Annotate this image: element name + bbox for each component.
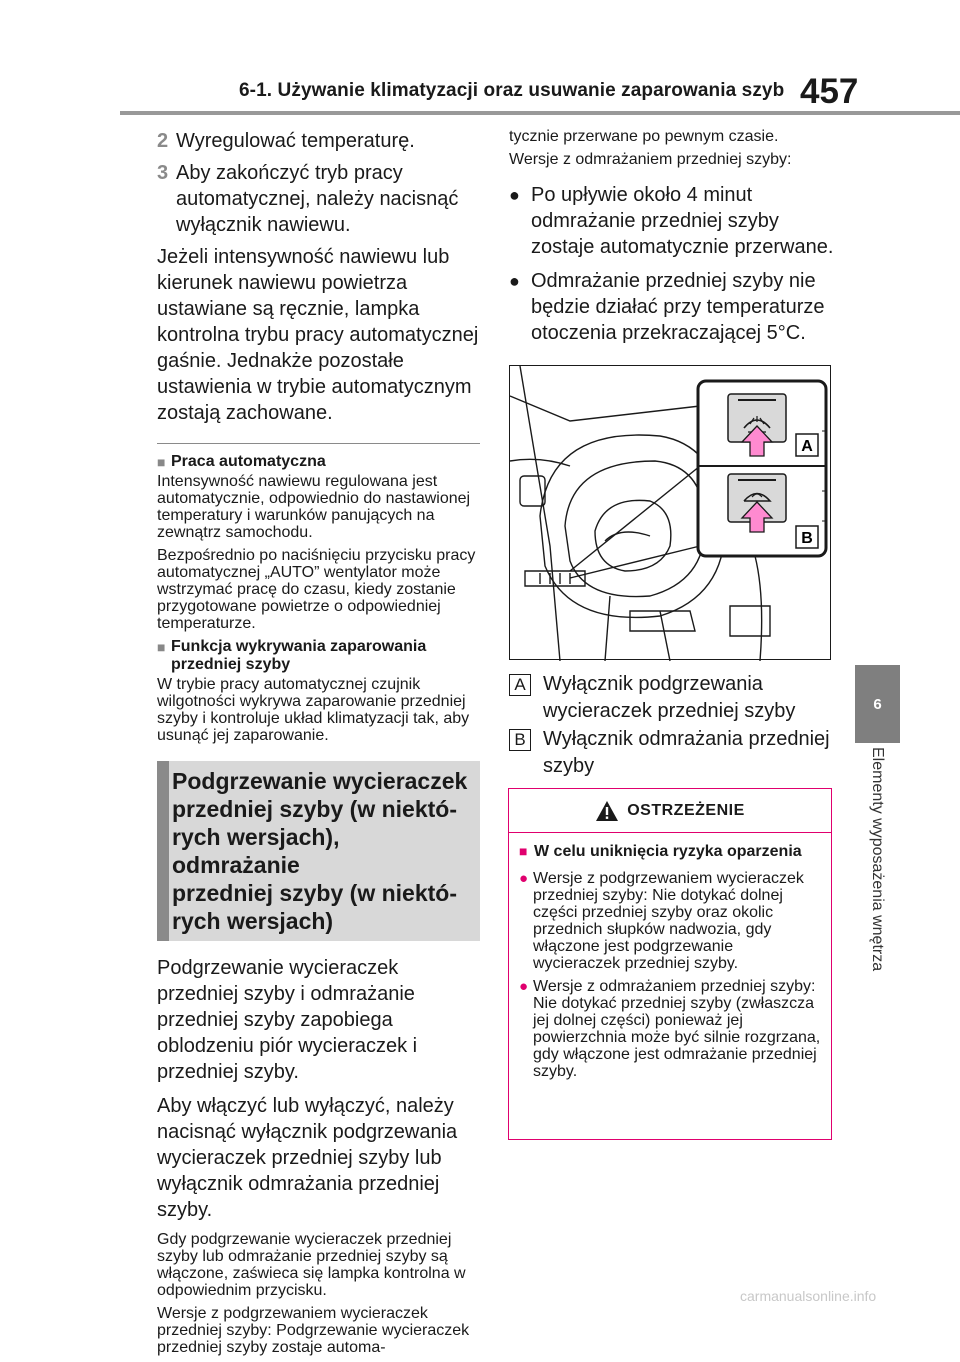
- chapter-label: [864, 747, 890, 1017]
- paragraph-purpose: Podgrzewanie wycieraczek przedniej szyby i odmrażanie przedniej szyby zapobiega oblodzeniu piór wycieraczek i przedniej szyby.: [157, 957, 418, 1083]
- paragraph-fog-sensor: W trybie pracy automatycznej czujnik wilgotności wykrywa zaparowanie przedniej szyby i kontroluje układ klimatyzacji tak, aby usunąć jej zaparowanie.: [157, 676, 470, 744]
- chapter-number: 6: [873, 695, 882, 713]
- subheading-fog-detection: [157, 638, 480, 674]
- warning-bullet-text: Wersje z odmrażaniem przedniej szyby: Nie dotykać przedniej szyby (zwłaszcza jej dolnej części) ponieważ jej powierzchnia może być silnie rozgrzana, gdy włączone jest odmrażanie przedniej szyby.: [533, 978, 821, 1080]
- chapter-label-text: Elementy wyposażenia wnętrza: [869, 747, 886, 972]
- bullet-dot-icon: ●: [519, 978, 529, 995]
- step-text: Aby zakończyć tryb pracy automatycznej, należy nacisnąć wyłącznik nawiewu.: [176, 162, 459, 236]
- warning-body: [509, 833, 831, 1080]
- section-heading-line: rych wersjach): [172, 908, 334, 934]
- warning-bullet: [519, 870, 821, 972]
- bullet-dot-icon: ●: [509, 271, 520, 291]
- warning-title: OSTRZEŻENIE: [627, 801, 745, 819]
- legend-item-b: [509, 726, 834, 780]
- chapter-tab[interactable]: [855, 665, 900, 743]
- warning-subheading: [519, 843, 821, 860]
- square-bullet-icon: ■: [157, 454, 166, 470]
- paragraph-manual-override: Jeżeli intensywność nawiewu lub kierunek nawiewu powietrza ustawiane są ręcznie, lampka kontrolna trybu pracy automatycznej gaśnie. Jednakże pozostałe ustawienia w trybie automatycznym zostają zachowane.: [157, 246, 479, 424]
- bullet-text: Po upływie około 4 minut odmrażanie przedniej szyby zostaje automatycznie przerwane.: [531, 184, 834, 258]
- page-number: 457: [800, 72, 859, 111]
- right-column: [509, 128, 834, 354]
- paragraph-auto-intensity: Intensywność nawiewu regulowana jest automatycznie, odpowiednio do nastawionej temperatury i warunków panujących na zewnątrz samochodu.: [157, 473, 471, 541]
- bullet-dot-icon: ●: [519, 870, 529, 887]
- subheading-auto-mode: [157, 453, 480, 471]
- left-column: [157, 128, 480, 1362]
- section-divider: [157, 443, 480, 444]
- paragraph-indicator: Gdy podgrzewanie wycieraczek przedniej szyby lub odmrażanie przedniej szyby są włączone, zaświeca się lampka kontrolna w odpowiednim przycisku.: [157, 1231, 466, 1299]
- dashboard-illustration: [509, 365, 831, 660]
- watermark: carmanualsonline.info: [740, 1288, 877, 1304]
- dashboard-drawing: [510, 366, 832, 661]
- warning-bullet: [519, 978, 821, 1080]
- bullet-dot-icon: ●: [509, 185, 520, 205]
- legend-text: Wyłącznik podgrzewania wycieraczek przedniej szyby: [543, 673, 796, 722]
- figure-label-b: B: [801, 530, 813, 547]
- legend-label-a: A: [509, 674, 531, 696]
- paragraph-defroster-versions: Wersje z odmrażaniem przedniej szyby:: [509, 151, 792, 168]
- square-bullet-icon: ■: [157, 639, 166, 655]
- figure-label-a: A: [801, 438, 813, 455]
- running-header: 6-1. Używanie klimatyzacji oraz usuwanie zaparowania szyb: [239, 80, 785, 101]
- step-number: 2: [157, 130, 169, 152]
- paragraph-auto-fan: Bezpośrednio po naciśnięciu przycisku pracy automatycznej „AUTO” wentylator może wstrzymać pracę do czasu, kiedy zostanie przygotowane powietrze o odpowiedniej temperaturze.: [157, 547, 476, 632]
- warning-bullet-text: Wersje z podgrzewaniem wycieraczek przedniej szyby: Nie dotykać dolnej części przedniej szyby oraz okolic przednich słupków nadwozia, gdy włączone jest podgrzewanie wycieraczek przedniej szyby.: [533, 870, 804, 972]
- step-2: [157, 128, 480, 154]
- legend-item-a: [509, 671, 834, 725]
- section-heading-line: przedniej szyby (w niektó-: [172, 880, 457, 906]
- legend-text: Wyłącznik odmrażania przedniej szyby: [543, 728, 830, 777]
- subheading-text: Funkcja wykrywania zaparowania przedniej szyby: [171, 638, 427, 673]
- section-heading-box: [157, 761, 480, 941]
- bullet-text: Odmrażanie przedniej szyby nie będzie działać przy temperaturze otoczenia przekraczającej 5°C.: [531, 270, 825, 344]
- subheading-text: Praca automatyczna: [171, 453, 326, 470]
- square-bullet-icon: ■: [519, 843, 528, 859]
- step-number: 3: [157, 162, 169, 184]
- warning-triangle-icon: [595, 800, 619, 822]
- paragraph-continuation: tycznie przerwane po pewnym czasie.: [509, 128, 779, 145]
- section-heading-line: przedniej szyby (w niektó-: [172, 796, 457, 822]
- step-3: [157, 160, 480, 238]
- header-divider: [120, 111, 960, 115]
- section-heading-line: rych wersjach), odmrażanie: [172, 824, 340, 878]
- paragraph-how-to-toggle: Aby włączyć lub wyłączyć, należy nacisnąć wyłącznik podgrzewania wycieraczek przedniej szyby lub wyłącznik odmrażania przedniej szyby.: [157, 1095, 458, 1221]
- bullet-auto-off: [509, 182, 834, 260]
- paragraph-wiper-versions: Wersje z podgrzewaniem wycieraczek przedniej szyby: Podgrzewanie wycieraczek przedniej szyby zostaje automa-: [157, 1305, 470, 1356]
- section-heading-line: Podgrzewanie wycieraczek: [172, 768, 468, 794]
- warning-box: [508, 788, 832, 1140]
- warning-header: [509, 789, 831, 833]
- step-text: Wyregulować temperaturę.: [176, 130, 415, 152]
- warning-subheading-text: W celu uniknięcia ryzyka oparzenia: [534, 843, 802, 860]
- bullet-temperature-limit: [509, 268, 834, 346]
- legend-label-b: B: [509, 729, 531, 751]
